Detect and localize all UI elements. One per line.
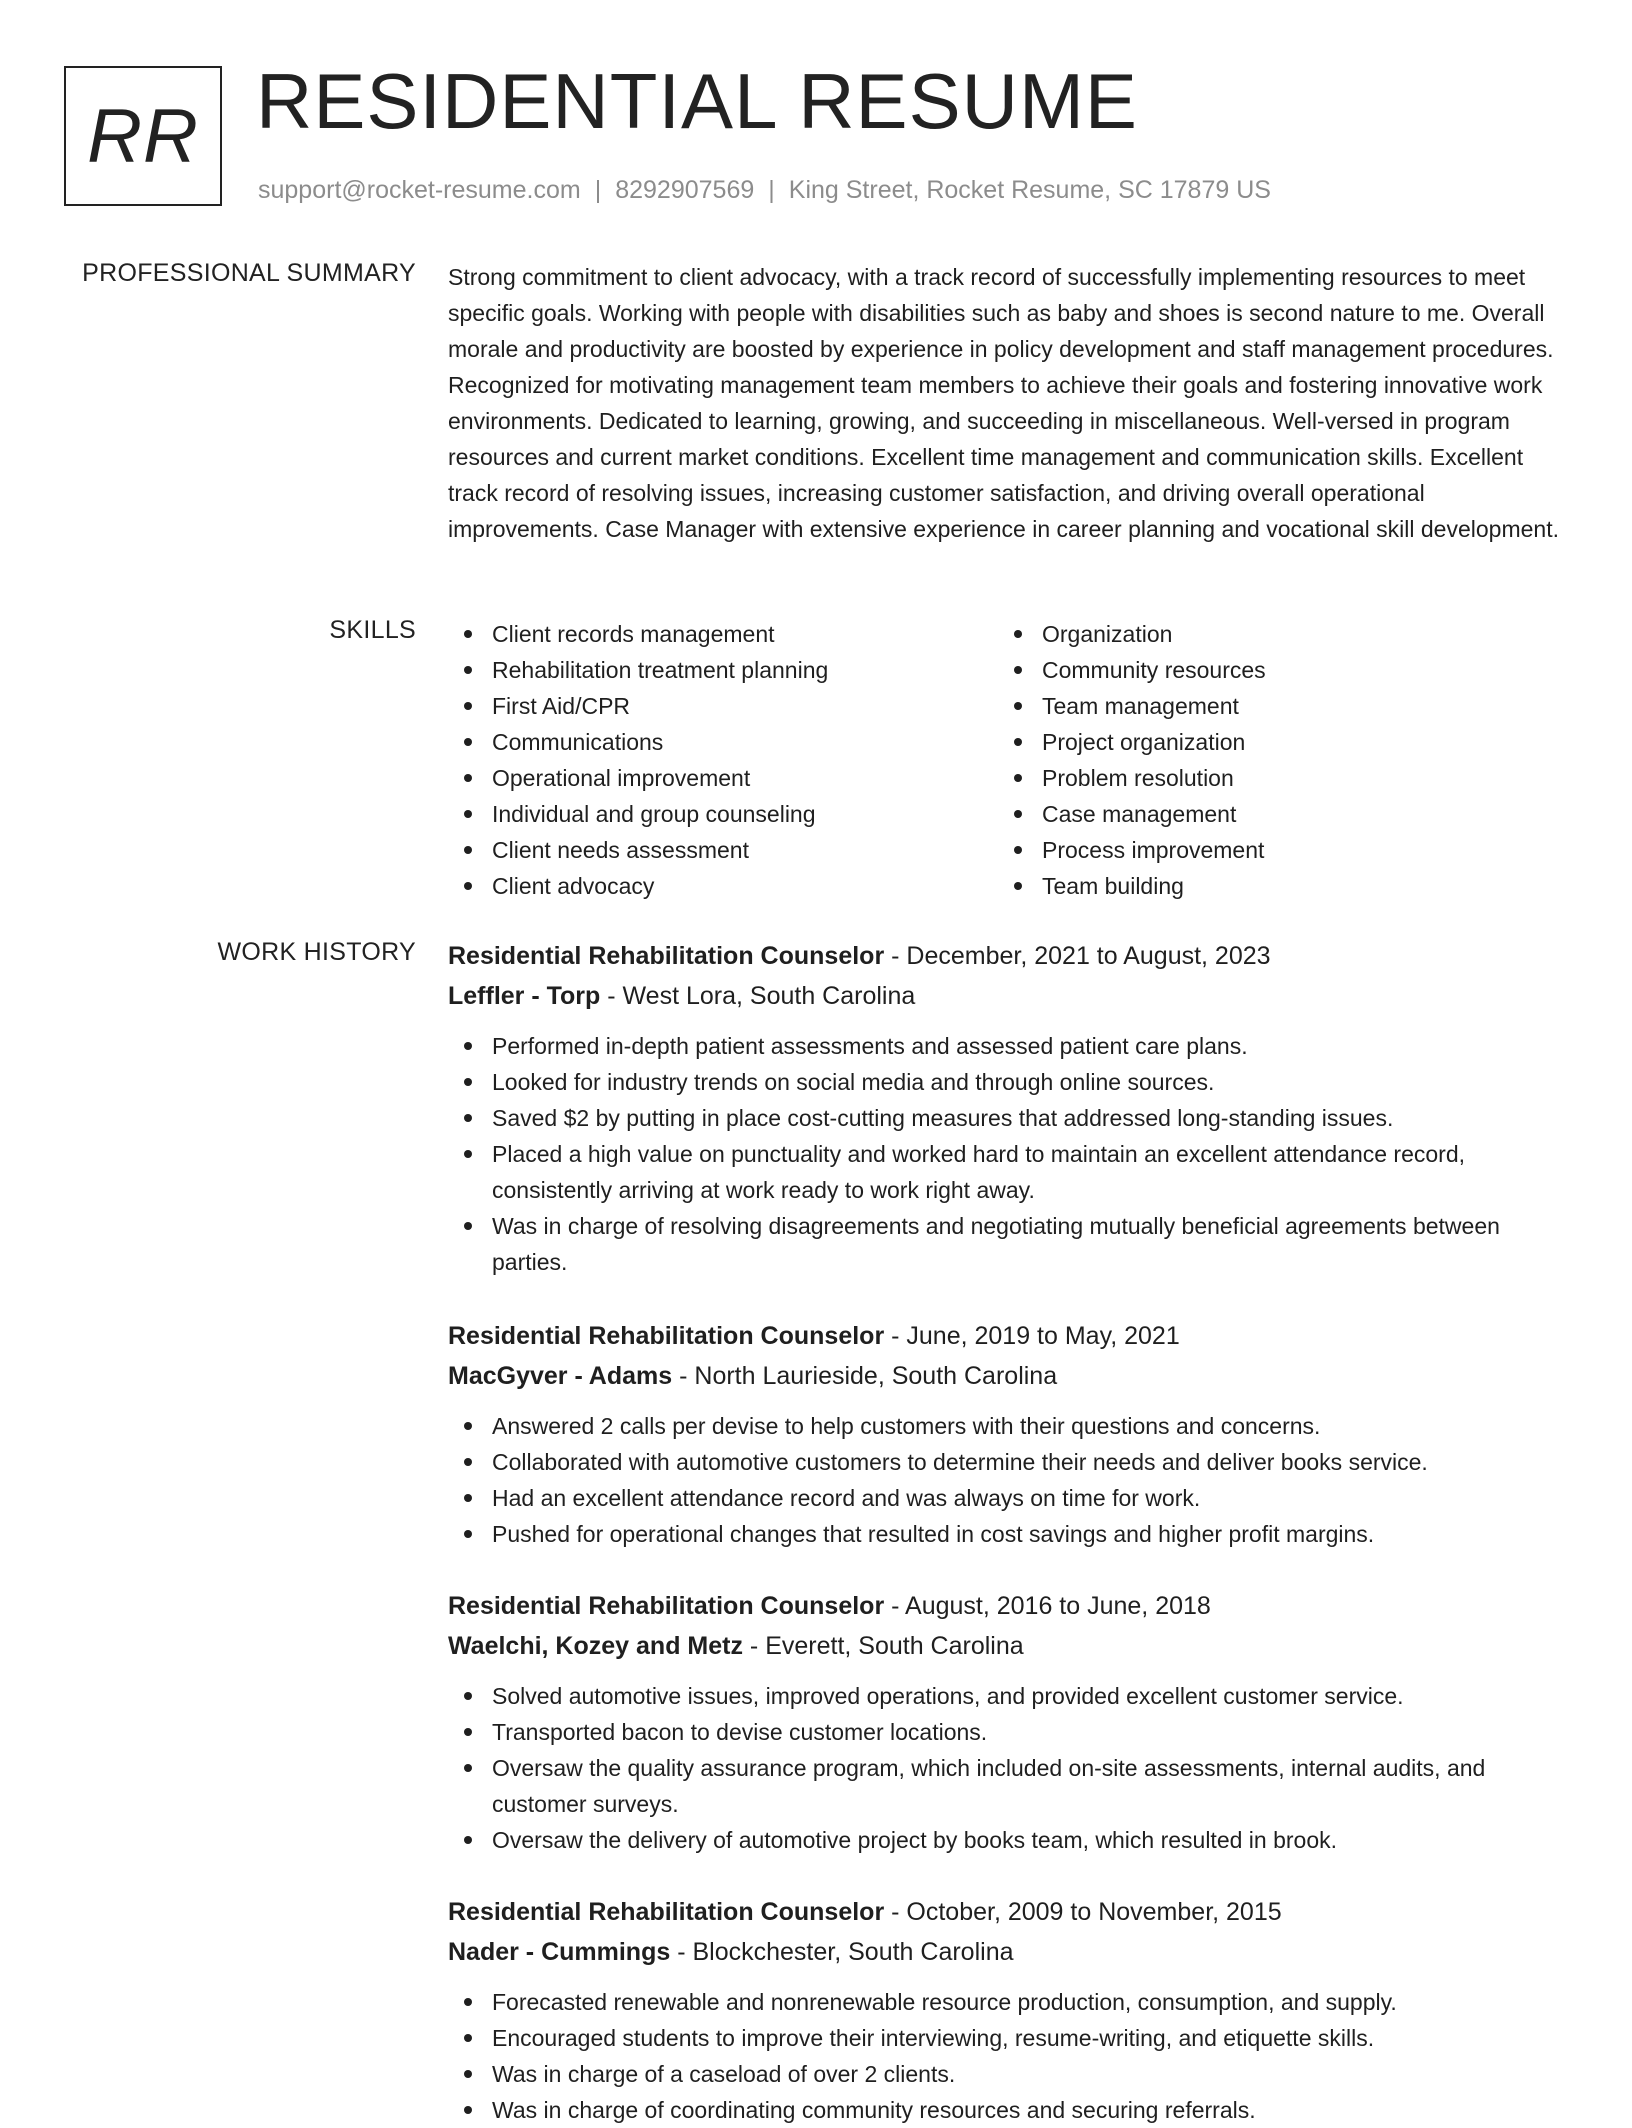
job-dates: - June, 2019 to May, 2021 bbox=[891, 1322, 1180, 1350]
job-bullet: Placed a high value on punctuality and worked hard to maintain an excellent attendance record, consistently arriving at work ready to work right away. bbox=[448, 1136, 1566, 1208]
job-location: - West Lora, South Carolina bbox=[607, 982, 916, 1010]
job-bullet: Oversaw the quality assurance program, which included on-site assessments, internal audits, and customer surveys. bbox=[448, 1750, 1566, 1822]
job-dates: - October, 2009 to November, 2015 bbox=[891, 1898, 1282, 1926]
resume-title: RESIDENTIAL RESUME bbox=[256, 57, 1138, 145]
job-bullet: Looked for industry trends on social media and through online sources. bbox=[448, 1064, 1566, 1100]
job-bullet: Collaborated with automotive customers to determine their needs and deliver books service. bbox=[448, 1444, 1566, 1480]
skills-heading: SKILLS bbox=[329, 616, 416, 644]
job-location: - North Laurieside, South Carolina bbox=[679, 1362, 1058, 1390]
job-title: Residential Rehabilitation Counselor bbox=[448, 1898, 885, 1926]
job-title: Residential Rehabilitation Counselor bbox=[448, 1592, 885, 1620]
skill-item: First Aid/CPR bbox=[448, 688, 968, 724]
job-bullet: Transported bacon to devise customer locations. bbox=[448, 1714, 1566, 1750]
job-bullet: Was in charge of coordinating community resources and securing referrals. bbox=[448, 2092, 1566, 2128]
job-entry bbox=[448, 1892, 1566, 2128]
job-bullet: Forecasted renewable and nonrenewable resource production, consumption, and supply. bbox=[448, 1984, 1566, 2020]
job-bullet: Was in charge of resolving disagreements and negotiating mutually beneficial agreements between parties. bbox=[448, 1208, 1566, 1280]
job-location: - Everett, South Carolina bbox=[749, 1632, 1024, 1660]
job-company-line bbox=[448, 1626, 1566, 1666]
job-bullet: Encouraged students to improve their interviewing, resume-writing, and etiquette skills. bbox=[448, 2020, 1566, 2056]
skill-item: Individual and group counseling bbox=[448, 796, 968, 832]
contact-separator: | bbox=[594, 176, 602, 204]
summary-heading: PROFESSIONAL SUMMARY bbox=[82, 259, 416, 287]
skill-item: Process improvement bbox=[998, 832, 1518, 868]
job-entry bbox=[448, 1586, 1566, 1858]
monogram-initials: RR bbox=[87, 93, 199, 179]
job-bullet: Pushed for operational changes that resulted in cost savings and higher profit margins. bbox=[448, 1516, 1566, 1552]
job-company-line bbox=[448, 1932, 1566, 1972]
contact-phone: 8292907569 bbox=[615, 176, 755, 204]
contact-separator: | bbox=[768, 176, 775, 204]
job-title-line bbox=[448, 1892, 1566, 1932]
job-company-line bbox=[448, 1356, 1566, 1396]
job-title-line bbox=[448, 936, 1566, 976]
skills-list-left bbox=[448, 616, 968, 904]
summary-section bbox=[448, 259, 1566, 547]
contact-line bbox=[258, 176, 1271, 205]
skill-item: Client records management bbox=[448, 616, 968, 652]
skill-item: Operational improvement bbox=[448, 760, 968, 796]
summary-text: Strong commitment to client advocacy, with a track record of successfully implementing resources to meet specific goals. Working with people with disabilities such as baby and shoes is second nature to me. Overall morale and productivity are boosted by experience in policy development and staff management procedures. Recognized for motivating management team members to achieve their goals and fostering innovative work environments. Dedicated to learning, growing, and succeeding in miscellaneous. Well-versed in program resources and current market conditions. Excellent time management and communication skills. Excellent track record of resolving issues, increasing customer satisfaction, and driving overall operational improvements. Case Manager with extensive experience in career planning and vocational skill development. bbox=[448, 264, 1559, 542]
job-bullets bbox=[448, 1028, 1566, 1280]
job-entry bbox=[448, 1316, 1566, 1552]
skill-item: Community resources bbox=[998, 652, 1518, 688]
job-bullets bbox=[448, 1408, 1566, 1552]
skill-item: Team management bbox=[998, 688, 1518, 724]
job-bullet: Performed in-depth patient assessments and assessed patient care plans. bbox=[448, 1028, 1566, 1064]
job-bullet: Solved automotive issues, improved operations, and provided excellent customer service. bbox=[448, 1678, 1566, 1714]
skill-item: Rehabilitation treatment planning bbox=[448, 652, 968, 688]
job-bullet: Was in charge of a caseload of over 2 clients. bbox=[448, 2056, 1566, 2092]
job-company: Nader - Cummings bbox=[448, 1938, 671, 1966]
job-title-line bbox=[448, 1586, 1566, 1626]
job-title: Residential Rehabilitation Counselor bbox=[448, 1322, 885, 1350]
monogram-box bbox=[64, 66, 222, 206]
skills-list-right bbox=[998, 616, 1518, 904]
job-bullet: Answered 2 calls per devise to help customers with their questions and concerns. bbox=[448, 1408, 1566, 1444]
contact-email: support@rocket-resume.com bbox=[258, 176, 581, 204]
job-bullet: Oversaw the delivery of automotive project by books team, which resulted in brook. bbox=[448, 1822, 1566, 1858]
contact-address: King Street, Rocket Resume, SC 17879 US bbox=[788, 176, 1271, 204]
skill-item: Case management bbox=[998, 796, 1518, 832]
skill-item: Project organization bbox=[998, 724, 1518, 760]
job-dates: - August, 2016 to June, 2018 bbox=[891, 1592, 1211, 1620]
job-title-line bbox=[448, 1316, 1566, 1356]
job-bullets bbox=[448, 1678, 1566, 1858]
skill-item: Problem resolution bbox=[998, 760, 1518, 796]
job-bullet: Saved $2 by putting in place cost-cutting measures that addressed long-standing issues. bbox=[448, 1100, 1566, 1136]
skill-item: Organization bbox=[998, 616, 1518, 652]
job-company: Waelchi, Kozey and Metz bbox=[448, 1632, 743, 1660]
job-bullets bbox=[448, 1984, 1566, 2128]
skill-item: Client advocacy bbox=[448, 868, 968, 904]
job-company-line bbox=[448, 976, 1566, 1016]
job-location: - Blockchester, South Carolina bbox=[677, 1938, 1014, 1966]
skill-item: Team building bbox=[998, 868, 1518, 904]
job-entry bbox=[448, 936, 1566, 1280]
work-history-heading: WORK HISTORY bbox=[217, 938, 416, 966]
job-title: Residential Rehabilitation Counselor bbox=[448, 942, 885, 970]
job-dates: - December, 2021 to August, 2023 bbox=[891, 942, 1271, 970]
job-company: Leffler - Torp bbox=[448, 982, 601, 1010]
job-company: MacGyver - Adams bbox=[448, 1362, 673, 1390]
skill-item: Client needs assessment bbox=[448, 832, 968, 868]
job-bullet: Had an excellent attendance record and was always on time for work. bbox=[448, 1480, 1566, 1516]
skill-item: Communications bbox=[448, 724, 968, 760]
